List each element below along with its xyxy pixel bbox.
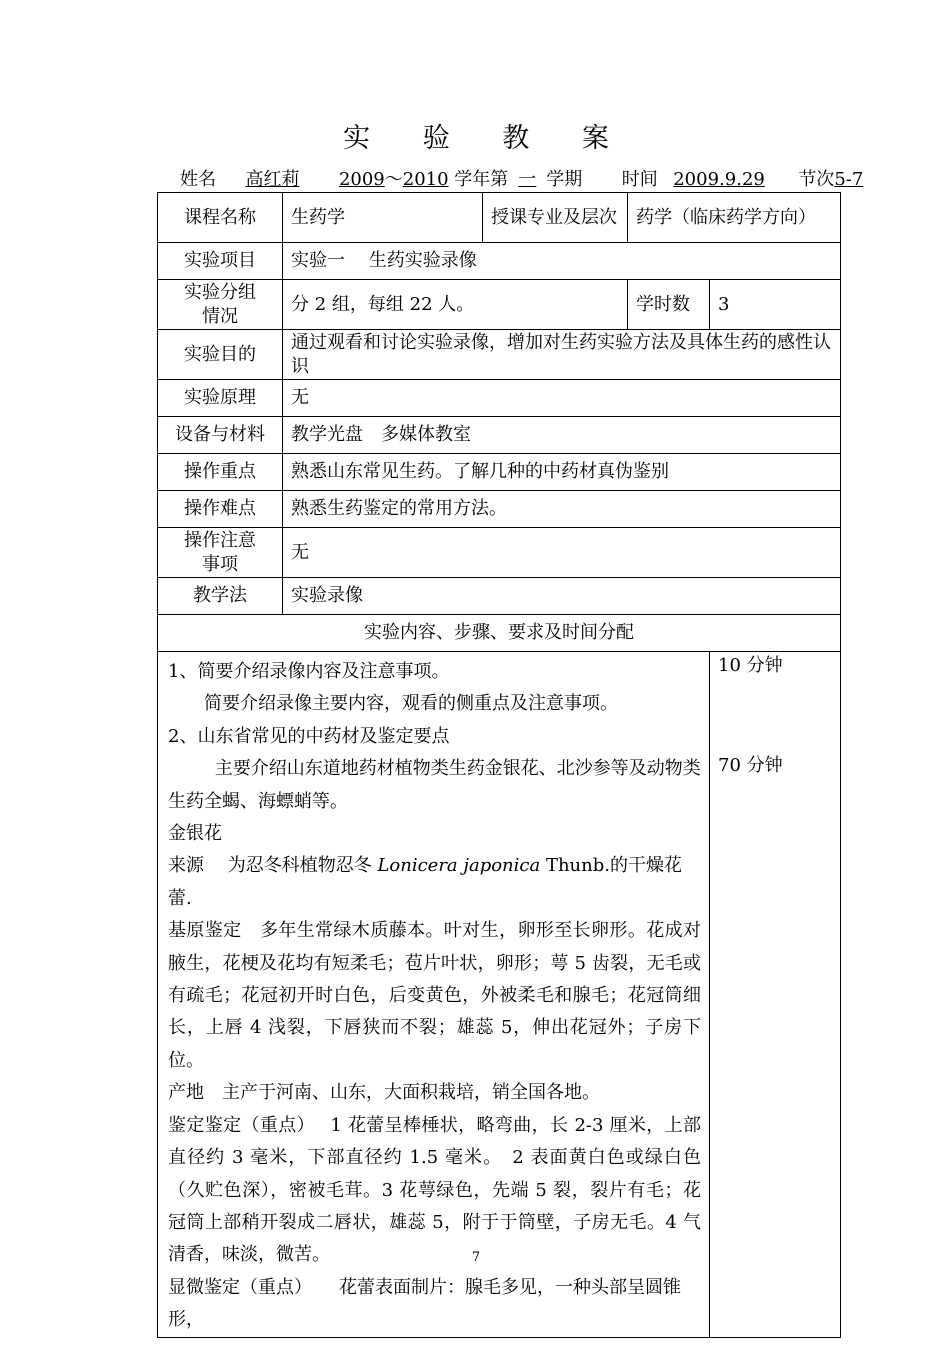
principle-label: 实验原理 [158, 380, 283, 417]
content-paragraph: 主要介绍山东道地药材植物类生药金银花、北沙参等及动物类生药全蝎、海螵蛸等。 [168, 758, 701, 812]
caution-label: 操作注意事项 [158, 528, 283, 578]
year-end: 2010 [402, 169, 449, 190]
content-paragraph: 产地 主产于河南、山东，大面积栽培，销全国各地。 [168, 1082, 600, 1104]
time-1: 10 分钟 [718, 655, 783, 676]
time-2: 70 分钟 [718, 755, 783, 776]
method-value: 实验录像 [283, 578, 841, 615]
content-paragraph: 简要介绍录像主要内容，观看的侧重点及注意事项。 [204, 693, 618, 715]
method-label: 教学法 [158, 578, 283, 615]
page-title: 实 验 教 案 [343, 123, 631, 154]
time-value: 2009.9.29 [673, 169, 765, 190]
table-row [158, 652, 841, 1338]
purpose-value: 通过观看和讨论实验录像，增加对生药实验方法及具体生药的感性认识 [283, 330, 841, 380]
difficulty-value: 熟悉生药鉴定的常用方法。 [283, 491, 841, 528]
name-value: 高红莉 [245, 169, 300, 190]
time-allocation [710, 652, 841, 1338]
equipment-label: 设备与材料 [158, 417, 283, 454]
content-header: 实验内容、步骤、要求及时间分配 [158, 615, 841, 652]
source-suffix: Thunb.的干燥花蕾. [168, 855, 682, 909]
period-value: 5-7 [834, 169, 864, 190]
difficulty-label: 操作难点 [158, 491, 283, 528]
period-label: 节次 [798, 169, 835, 190]
table-row [158, 528, 841, 578]
content-paragraph: 显微鉴定（重点） 花蕾表面制片：腺毛多见，一种头部呈圆锥形， [168, 1276, 681, 1331]
year-start: 2009 [338, 169, 385, 190]
key-value: 熟悉山东常见生药。了解几种的中药材真伪鉴别 [283, 454, 841, 491]
content-paragraph: 鉴定鉴定（重点） 1 花蕾呈棒棰状，略弯曲，长 2-3 厘米，上部直径约 3 毫米，下部直径约 1.5 毫米。 2 表面黄白色或绿白色（久贮色深），密被毛茸。3 花萼绿色，先端 5 裂，裂片有毛；花冠筒上部稍开裂成二唇状，雄蕊 5，附于于筒壁，子房无毛。4 气清香，味淡，微苦。 [168, 1114, 701, 1266]
group-value: 分 2 组，每组 22 人。 [283, 280, 628, 330]
year-separator: ～ [384, 169, 403, 190]
caution-value: 无 [283, 528, 841, 578]
major-value: 药学（临床药学方向） [628, 193, 841, 243]
lesson-plan-table [157, 192, 841, 1338]
equipment-value: 教学光盘 多媒体教室 [283, 417, 841, 454]
project-label: 实验项目 [158, 243, 283, 280]
table-row [158, 380, 841, 417]
table-row [158, 417, 841, 454]
content-paragraph: 1、简要介绍录像内容及注意事项。 [168, 661, 450, 682]
table-row [158, 243, 841, 280]
purpose-label: 实验目的 [158, 330, 283, 380]
term-label: 学期 [546, 169, 583, 190]
principle-value: 无 [283, 380, 841, 417]
hours-value: 3 [710, 280, 841, 330]
hours-label: 学时数 [628, 280, 710, 330]
group-label: 实验分组情况 [158, 280, 283, 330]
major-label: 授课专业及层次 [483, 193, 628, 243]
name-label: 姓名 [180, 169, 216, 190]
course-label: 课程名称 [158, 193, 283, 243]
content-paragraph: 基原鉴定 多年生常绿木质藤本。叶对生，卵形至长卵形。花成对腋生，花梗及花均有短柔毛；苞片叶状，卵形；萼 5 齿裂，无毛或有疏毛；花冠初开时白色，后变黄色，外被柔毛和腺毛；花冠筒细长，上唇 4 浅裂，下唇狭而不裂；雄蕊 5，伸出花冠外；子房下位。 [168, 920, 701, 1071]
table-row [158, 615, 841, 652]
page-number: 7 [471, 1250, 481, 1265]
time-label: 时间 [621, 169, 658, 190]
content-paragraph-source [168, 850, 701, 915]
term-value: 一 [518, 169, 537, 190]
content-paragraph: 金银花 [168, 823, 222, 845]
table-row [158, 491, 841, 528]
content-body [158, 652, 710, 1338]
table-row [158, 454, 841, 491]
content-paragraph: 2、山东省常见的中药材及鉴定要点 [168, 725, 450, 747]
table-row [158, 280, 841, 330]
header-info-line [180, 165, 863, 191]
source-prefix: 来源 为忍冬科植物忍冬 [168, 855, 378, 877]
key-label: 操作重点 [158, 454, 283, 491]
project-value: 实验一 生药实验录像 [283, 243, 841, 280]
latin-name: Lonicera japonica [377, 855, 541, 877]
year-label: 学年第 [454, 169, 509, 190]
table-row [158, 193, 841, 243]
course-value: 生药学 [283, 193, 483, 243]
table-row [158, 330, 841, 380]
table-row [158, 578, 841, 615]
